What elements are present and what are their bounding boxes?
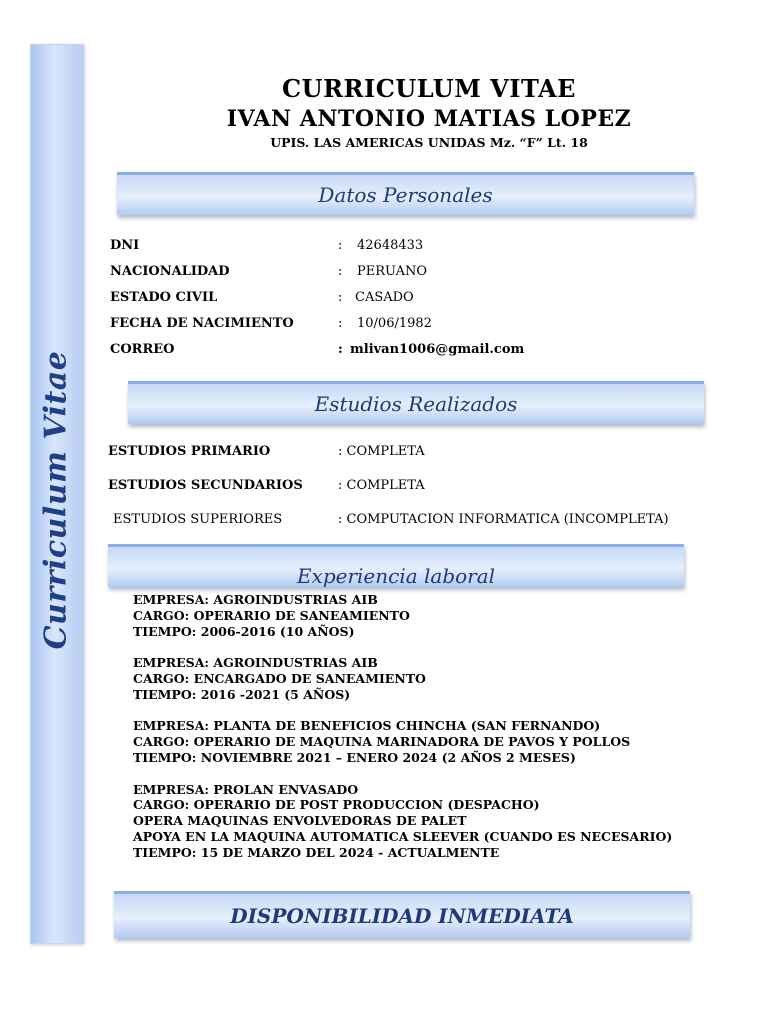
studies-banner [128,381,704,424]
dni-label: DNI [110,238,140,253]
secondary-value: : COMPLETA [338,478,425,493]
birth-date-sep: : [338,316,343,331]
nationality-sep: : [338,264,343,279]
job-4-duty-2: APOYA EN LA MAQUINA AUTOMATICA SLEEVER (CUANDO ES NECESARIO) [133,828,673,844]
job-1-time: TIEMPO: 2006-2016 (10 AÑOS) [133,623,355,639]
person-name: IVAN ANTONIO MATIAS LOPEZ [226,106,632,132]
job-4-role: CARGO: OPERARIO DE POST PRODUCCION (DESPACHO) [133,797,540,813]
birth-date-label: FECHA DE NACIMIENTO [110,316,294,331]
experience-list [133,592,672,861]
dni-sep: : [338,238,343,253]
job-1-role: CARGO: OPERARIO DE SANEAMIENTO [133,607,410,623]
experience-banner [108,544,684,587]
email-label: CORREO [110,342,175,357]
job-3-company: EMPRESA: PLANTA DE BENEFICIOS CHINCHA (SAN FERNANDO) [133,718,601,734]
secondary-label: ESTUDIOS SECUNDARIOS [108,478,303,493]
primary-label: ESTUDIOS PRIMARIO [108,444,271,459]
job-4-duty-1: OPERA MAQUINAS ENVOLVEDORAS DE PALET [133,813,467,829]
job-4-company: EMPRESA: PROLAN ENVASADO [133,781,359,797]
civil-status-sep: : [338,290,343,305]
job-4-time: TIEMPO: 15 DE MARZO DEL 2024 - ACTUALMENTE [133,844,500,860]
personal-data-banner [117,172,694,215]
job-2-role: CARGO: ENCARGADO DE SANEAMIENTO [133,670,426,686]
nationality-value: PERUANO [357,264,428,279]
dni-value: 42648433 [357,238,424,253]
nationality-label: NACIONALIDAD [110,264,230,279]
primary-value: : COMPLETA [338,444,425,459]
higher-value: : COMPUTACION INFORMATICA (INCOMPLETA) [338,512,669,527]
document-title: CURRICULUM VITAE [282,74,576,103]
email-sep: : [338,342,343,357]
civil-status-label: ESTADO CIVIL [110,290,218,305]
email-value: mlivan1006@gmail.com [350,342,525,357]
studies-heading: Estudios Realizados [314,392,518,416]
personal-data-heading: Datos Personales [318,183,493,207]
address: UPIS. LAS AMERICAS UNIDAS Mz. “F” Lt. 18 [270,135,588,150]
job-3-role: CARGO: OPERARIO DE MAQUINA MARINADORA DE PAVOS Y POLLOS [133,734,631,750]
birth-date-value: 10/06/1982 [357,316,432,331]
job-2-company: EMPRESA: AGROINDUSTRIAS AIB [133,655,378,671]
availability-heading: DISPONIBILIDAD INMEDIATA [230,904,574,928]
job-1-company: EMPRESA: AGROINDUSTRIAS AIB [133,592,378,607]
higher-label: ESTUDIOS SUPERIORES [113,512,283,527]
experience-heading: Experiencia laboral [296,564,496,588]
availability-banner [114,891,690,938]
job-3-time: TIEMPO: NOVIEMBRE 2021 – ENERO 2024 (2 AÑOS 2 MESES) [133,749,576,765]
sidebar-title: Curriculum Vitae [38,350,74,650]
job-2-time: TIEMPO: 2016 -2021 (5 AÑOS) [133,686,351,702]
civil-status-value: CASADO [355,290,414,305]
